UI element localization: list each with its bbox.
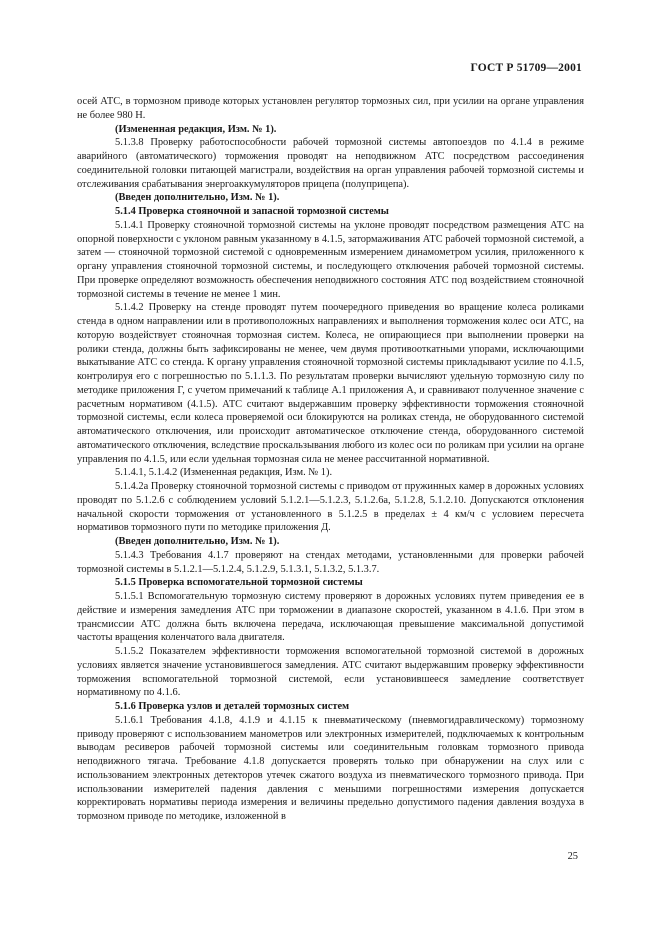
paragraph: 5.1.4.3 Требования 4.1.7 проверяют на стендах методами, установленными для проверки рабочей тормозной системы в 5.1.2.1—5.1.2.4, 5.1.2.9, 5.1.3.1, 5.1.3.2, 5.1.3.7. <box>77 549 584 575</box>
section-heading: 5.1.5 Проверка вспомогательной тормозной системы <box>115 577 363 589</box>
amendment-note: (Введен дополнительно, Изм. № 1). <box>115 536 280 547</box>
paragraph: 5.1.4.1 Проверку стояночной тормозной системы на уклоне проводят посредством размещения АТС на опорной поверхности с уклоном равным указанному в 4.1.5, затормаживания АТС рабочей тормозной системой, а затем — стояночной тормозной системой с одновременным измерением динамометром усилия, приложенного к органу управления стояночной тормозной системы, и последующего отключения рабочей тормозной системы. При проверке определяют возможность обеспечения неподвижного состояния АТС под воздействием стояночной тормозной системы в течение не менее 1 мин. <box>77 219 584 300</box>
paragraph: 5.1.5.1 Вспомогательную тормозную систему проверяют в дорожных условиях путем приведения ее в действие и измерения замедления АТС при торможении в диапазоне скоростей, указанном в 4.1.6. При этом в трансмиссии АТС должна быть включена передача, исключающая превышение максимальной допустимой частоты вращения коленчатого вала двигателя. <box>77 591 584 644</box>
document-body <box>77 95 584 824</box>
amendment-note: 5.1.4.1, 5.1.4.2 (Измененная редакция, Изм. № 1). <box>115 467 333 479</box>
paragraph: 5.1.5.2 Показателем эффективности торможения вспомогательной тормозной системой в дорожных условиях является значение установившегося замедления. АТС считают выдержавшим проверку эффективности торможения вспомогательной тормозной системой, если установившееся замедление соответствует нормативному по 4.1.6. <box>77 646 584 699</box>
section-heading: 5.1.6 Проверка узлов и деталей тормозных систем <box>115 701 350 712</box>
amendment-note: (Введен дополнительно, Изм. № 1). <box>115 192 280 204</box>
paragraph: 5.1.6.1 Требования 4.1.8, 4.1.9 и 4.1.15 к пневматическому (пневмогидравлическому) тормозному приводу проверяют с использованием манометров или электронных измерителей, подключаемых к контрольным выводам ресиверов рабочей тормозной системы или соединительным головкам тормозного привода неподвижного тягача. Требование 4.1.8 допускается проверять только при обнаружении на слух или с использованием электронных детекторов утечек сжатого воздуха из пневматического тормозного привода. При использовании измерителей падения давления с меньшими погрешностями измерения допускается корректировать нормативы периода измерения и величины предельно допустимого падения давления воздуха в тормозном приводе по методике, изложенной в <box>77 714 584 822</box>
paragraph: 5.1.4.2а Проверку стояночной тормозной системы с приводом от пружинных камер в дорожных условиях проводят по 5.1.2.6 с соблюдением условий 5.1.2.1—5.1.2.3, 5.1.2.6а, 5.1.2.8, 5.1.2.10. Допускаются отклонения начальной скорости торможения от установленного в 5.1.2.5 в пределах ± 4 км/ч с условием пересчета нормативов тормозного пути по методике приложения Д. <box>77 481 584 534</box>
amendment-note: (Измененная редакция, Изм. № 1). <box>115 123 277 135</box>
paragraph: 5.1.3.8 Проверку работоспособности рабочей тормозной системы автопоездов по 4.1.4 в режиме аварийного (автоматического) торможения проводят на неподвижном АТС посредством рассоединения соединительной головки питающей магистрали, воздействия на орган управления рабочей тормозной системы и отслеживания срабатывания энергоаккумуляторов прицепа (полуприцепа). <box>77 137 584 190</box>
paragraph: 5.1.4.2 Проверку на стенде проводят путем поочередного приведения во вращение колеса роликами стенда в одном направлении или в противоположных направлениях и выполнения торможения колес оси АТС, на которую воздействует стояночная тормозная систем. Колеса, не опирающиеся при выполнении проверки на ролики стенда, должны быть зафиксированы не менее, чем двумя противооткатными упорами, исключающими выкатывание АТС со стенда. К органу управления стояночной тормозной системы прикладывают усилие по 4.1.5, контролируя его с погрешностью по 5.1.1.3. По результатам проверки вычисляют удельную тормозную силу по методике приложения Г, с учетом примечаний к таблице А.1 приложения А, и сравнивают полученное значение с расчетным нормативом (4.1.5). АТС считают выдержавшим проверку эффективности торможения стояночной тормозной системы, если колеса проверяемой оси блокируются на роликах стенда, не оборудованного системой автоматического отключения, или происходит автоматическое отключение стенда, оборудованного системой автоматического отключения, вследствие проскальзывания любого из колес оси по роликам при усилии на органе управления по 4.1.5, или если удельная тормозная сила не менее рассчитанной нормативной. <box>77 302 584 465</box>
section-heading: 5.1.4 Проверка стояночной и запасной тормозной системы <box>115 206 389 217</box>
document-header: ГОСТ Р 51709—2001 <box>470 62 582 74</box>
page-number: 25 <box>567 851 578 862</box>
paragraph: осей АТС, в тормозном приводе которых установлен регулятор тормозных сил, при усилии на органе управления не более 980 Н. <box>77 96 584 121</box>
